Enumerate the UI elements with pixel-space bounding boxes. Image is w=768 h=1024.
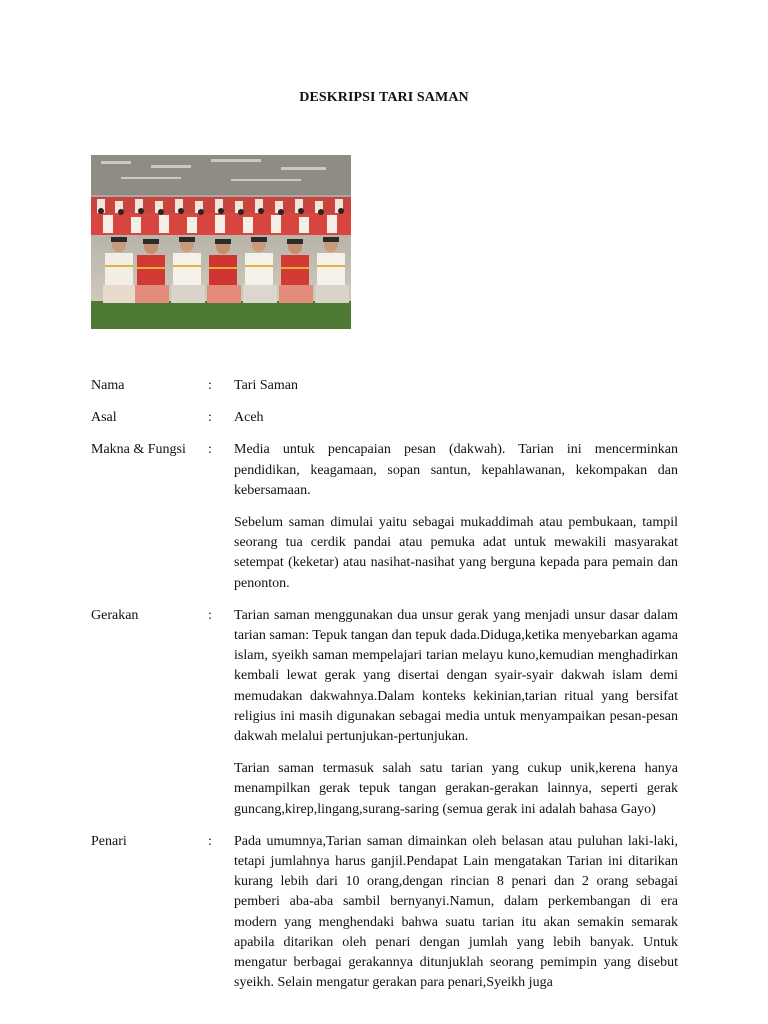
document-title: DESKRIPSI TARI SAMAN xyxy=(299,90,469,105)
row-label: Asal xyxy=(91,410,117,426)
row-label: Penari xyxy=(91,833,127,849)
row-label: Gerakan xyxy=(91,607,139,623)
row-colon: : xyxy=(208,410,212,426)
row-value xyxy=(234,408,678,428)
row-value xyxy=(234,832,678,994)
row-label: Makna & Fungsi xyxy=(91,442,186,458)
row-colon: : xyxy=(208,833,212,849)
row-value xyxy=(234,440,678,593)
row-penari xyxy=(91,832,678,994)
row-paragraph: Pada umumnya,Tarian saman dimainkan oleh belasan atau puluhan laki-laki, tetapi jumlahnya harus ganjil.Pendapat Lain mengatakan Tarian ini ditarikan kurang lebih dari 10 orang,dengan rincian 8 penari dan 2 orang sebagai pemberi aba-aba sambil bernyanyi.Namun, dalam perkembangan di era modern yang menghendaki bahwa suatu tarian itu akan semakin semarak apabila ditarikan oleh penari dengan jumlah yang lebih banyak. Untuk mengatur berbagai gerakannya ditunjuklah seorang pemimpin yang disebut syeikh. Selain mengatur gerakan para penari,Syeikh juga xyxy=(234,833,678,991)
row-paragraph: Media untuk pencapaian pesan (dakwah). Tarian ini mencerminkan pendidikan, keagamaan, sopan santun, kepahlawanan, kekompakan dan kebersamaan. xyxy=(234,442,678,498)
row-paragraph: Sebelum saman dimulai yaitu sebagai mukaddimah atau pembukaan, tampil seorang tua cerdik pandai atau pemuka adat untuk mewakili masyarakat setempat (keketar) atau nasihat-nasihat yang berguna kepada para pemain dan penonton. xyxy=(234,515,678,591)
row-colon: : xyxy=(208,442,212,458)
row-value xyxy=(234,606,678,820)
row-gerakan xyxy=(91,606,678,820)
description-table xyxy=(91,376,678,1005)
row-colon: : xyxy=(208,378,212,393)
row-paragraph: Aceh xyxy=(234,410,264,426)
row-value xyxy=(234,376,678,396)
row-colon: : xyxy=(208,607,212,623)
row-nama xyxy=(91,376,678,396)
saman-dance-photo xyxy=(91,155,351,329)
row-makna-fungsi xyxy=(91,440,678,593)
row-paragraph: Tarian saman termasuk salah satu tarian yang cukup unik,kerena hanya menampilkan gerak tepuk tangan gerakan-gerakan lainnya, seperti gerak guncang,kirep,lingang,surang-saring (semua gerak ini adalah bahasa Gayo) xyxy=(234,761,678,817)
row-label: Nama xyxy=(91,378,125,393)
row-paragraph: Tarian saman menggunakan dua unsur gerak yang menjadi unsur dasar dalam tarian saman: Tepuk tangan dan tepuk dada.Diduga,ketika menyebarkan agama islam, syeikh saman mempelajari tarian melayu kuno,kemudian menghadirkan kembali lewat gerak yang disertai dengan syair-syair dakwah islam demi memudakan dakwahnya.Dalam konteks kekinian,tarian ritual yang bersifat religius ini masih digunakan sebagai media untuk menyampaikan pesan-pesan dakwah melalui pertunjukan-pertunjukan. xyxy=(234,607,678,745)
row-asal xyxy=(91,408,678,428)
row-paragraph: Tari Saman xyxy=(234,378,298,393)
